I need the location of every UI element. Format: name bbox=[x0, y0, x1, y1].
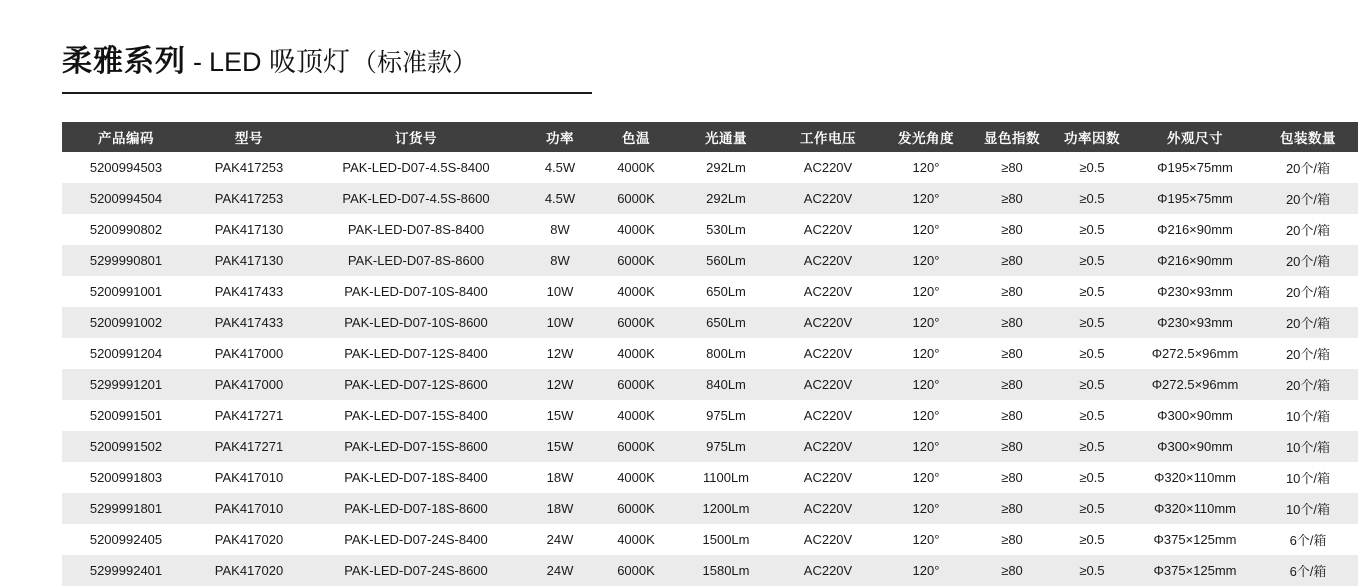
cell-beam-angle: 120° bbox=[880, 276, 972, 307]
cell-luminous-flux: 1200Lm bbox=[676, 493, 776, 524]
cell-product-code: 5200991002 bbox=[62, 307, 190, 338]
cell-color-temperature: 4000K bbox=[596, 152, 676, 183]
cell-voltage: AC220V bbox=[776, 431, 880, 462]
cell-power: 24W bbox=[524, 555, 596, 586]
table-row bbox=[62, 214, 1358, 245]
cell-dimensions: Φ375×125mm bbox=[1132, 524, 1258, 555]
cell-order-number: PAK-LED-D07-8S-8400 bbox=[308, 214, 524, 245]
page-title bbox=[62, 0, 1299, 100]
cell-model: PAK417433 bbox=[190, 307, 308, 338]
cell-cri: ≥80 bbox=[972, 338, 1052, 369]
cell-packaging: 10个/箱 bbox=[1258, 493, 1358, 524]
product-variant-note: （标准款） bbox=[352, 49, 478, 77]
cell-cri: ≥80 bbox=[972, 369, 1052, 400]
column-header-dimensions: 外观尺寸 bbox=[1132, 122, 1258, 152]
cell-dimensions: Φ300×90mm bbox=[1132, 431, 1258, 462]
cell-cri: ≥80 bbox=[972, 555, 1052, 586]
cell-product-code: 5299992401 bbox=[62, 555, 190, 586]
cell-dimensions: Φ272.5×96mm bbox=[1132, 338, 1258, 369]
table-row bbox=[62, 245, 1358, 276]
table-row bbox=[62, 307, 1358, 338]
cell-color-temperature: 6000K bbox=[596, 183, 676, 214]
column-header-product-code: 产品编码 bbox=[62, 122, 190, 152]
cell-color-temperature: 4000K bbox=[596, 524, 676, 555]
cell-voltage: AC220V bbox=[776, 183, 880, 214]
cell-dimensions: Φ216×90mm bbox=[1132, 214, 1258, 245]
table-header bbox=[62, 122, 1358, 152]
cell-cri: ≥80 bbox=[972, 183, 1052, 214]
cell-voltage: AC220V bbox=[776, 369, 880, 400]
cell-model: PAK417130 bbox=[190, 214, 308, 245]
column-header-beam-angle: 发光角度 bbox=[880, 122, 972, 152]
cell-power-factor: ≥0.5 bbox=[1052, 307, 1132, 338]
cell-order-number: PAK-LED-D07-18S-8400 bbox=[308, 462, 524, 493]
cell-packaging: 20个/箱 bbox=[1258, 369, 1358, 400]
cell-product-code: 5200991001 bbox=[62, 276, 190, 307]
cell-cri: ≥80 bbox=[972, 431, 1052, 462]
cell-order-number: PAK-LED-D07-12S-8400 bbox=[308, 338, 524, 369]
cell-voltage: AC220V bbox=[776, 524, 880, 555]
cell-product-code: 5200991204 bbox=[62, 338, 190, 369]
cell-power-factor: ≥0.5 bbox=[1052, 555, 1132, 586]
cell-beam-angle: 120° bbox=[880, 524, 972, 555]
cell-beam-angle: 120° bbox=[880, 462, 972, 493]
cell-product-code: 5299990801 bbox=[62, 245, 190, 276]
cell-dimensions: Φ320×110mm bbox=[1132, 493, 1258, 524]
column-header-packaging: 包装数量 bbox=[1258, 122, 1358, 152]
cell-power-factor: ≥0.5 bbox=[1052, 369, 1132, 400]
cell-color-temperature: 4000K bbox=[596, 400, 676, 431]
cell-beam-angle: 120° bbox=[880, 214, 972, 245]
cell-luminous-flux: 650Lm bbox=[676, 307, 776, 338]
cell-model: PAK417271 bbox=[190, 400, 308, 431]
cell-beam-angle: 120° bbox=[880, 307, 972, 338]
cell-beam-angle: 120° bbox=[880, 555, 972, 586]
title-line bbox=[62, 36, 1299, 80]
cell-dimensions: Φ300×90mm bbox=[1132, 400, 1258, 431]
cell-power-factor: ≥0.5 bbox=[1052, 493, 1132, 524]
cell-power-factor: ≥0.5 bbox=[1052, 338, 1132, 369]
cell-product-code: 5200992405 bbox=[62, 524, 190, 555]
cell-voltage: AC220V bbox=[776, 338, 880, 369]
cell-model: PAK417000 bbox=[190, 369, 308, 400]
cell-packaging: 6个/箱 bbox=[1258, 555, 1358, 586]
cell-voltage: AC220V bbox=[776, 555, 880, 586]
cell-luminous-flux: 650Lm bbox=[676, 276, 776, 307]
cell-luminous-flux: 800Lm bbox=[676, 338, 776, 369]
cell-order-number: PAK-LED-D07-10S-8400 bbox=[308, 276, 524, 307]
cell-power-factor: ≥0.5 bbox=[1052, 431, 1132, 462]
cell-beam-angle: 120° bbox=[880, 183, 972, 214]
table-row bbox=[62, 431, 1358, 462]
cell-beam-angle: 120° bbox=[880, 493, 972, 524]
cell-product-code: 5299991801 bbox=[62, 493, 190, 524]
cell-power-factor: ≥0.5 bbox=[1052, 152, 1132, 183]
cell-power: 18W bbox=[524, 462, 596, 493]
cell-cri: ≥80 bbox=[972, 214, 1052, 245]
cell-product-code: 5200994503 bbox=[62, 152, 190, 183]
cell-luminous-flux: 530Lm bbox=[676, 214, 776, 245]
cell-product-code: 5299991201 bbox=[62, 369, 190, 400]
cell-product-code: 5200991501 bbox=[62, 400, 190, 431]
cell-beam-angle: 120° bbox=[880, 431, 972, 462]
table-row bbox=[62, 338, 1358, 369]
series-name: 柔雅系列 bbox=[62, 45, 186, 78]
cell-model: PAK417253 bbox=[190, 152, 308, 183]
cell-power-factor: ≥0.5 bbox=[1052, 524, 1132, 555]
cell-power: 10W bbox=[524, 276, 596, 307]
cell-power-factor: ≥0.5 bbox=[1052, 462, 1132, 493]
cell-order-number: PAK-LED-D07-15S-8400 bbox=[308, 400, 524, 431]
cell-color-temperature: 6000K bbox=[596, 369, 676, 400]
cell-beam-angle: 120° bbox=[880, 152, 972, 183]
cell-packaging: 20个/箱 bbox=[1258, 338, 1358, 369]
cell-model: PAK417433 bbox=[190, 276, 308, 307]
table-body bbox=[62, 152, 1358, 586]
cell-luminous-flux: 840Lm bbox=[676, 369, 776, 400]
column-header-order-number: 订货号 bbox=[308, 122, 524, 152]
cell-color-temperature: 4000K bbox=[596, 462, 676, 493]
cell-power-factor: ≥0.5 bbox=[1052, 214, 1132, 245]
cell-voltage: AC220V bbox=[776, 307, 880, 338]
cell-dimensions: Φ230×93mm bbox=[1132, 307, 1258, 338]
cell-voltage: AC220V bbox=[776, 214, 880, 245]
table-row bbox=[62, 493, 1358, 524]
cell-model: PAK417020 bbox=[190, 555, 308, 586]
cell-color-temperature: 6000K bbox=[596, 307, 676, 338]
cell-power: 10W bbox=[524, 307, 596, 338]
cell-power: 4.5W bbox=[524, 152, 596, 183]
cell-luminous-flux: 1100Lm bbox=[676, 462, 776, 493]
cell-color-temperature: 6000K bbox=[596, 493, 676, 524]
cell-power: 15W bbox=[524, 400, 596, 431]
cell-product-code: 5200994504 bbox=[62, 183, 190, 214]
cell-product-code: 5200990802 bbox=[62, 214, 190, 245]
cell-power: 18W bbox=[524, 493, 596, 524]
cell-luminous-flux: 560Lm bbox=[676, 245, 776, 276]
cell-power-factor: ≥0.5 bbox=[1052, 183, 1132, 214]
cell-luminous-flux: 975Lm bbox=[676, 431, 776, 462]
cell-packaging: 10个/箱 bbox=[1258, 431, 1358, 462]
cell-beam-angle: 120° bbox=[880, 400, 972, 431]
cell-voltage: AC220V bbox=[776, 400, 880, 431]
cell-power: 8W bbox=[524, 214, 596, 245]
cell-power: 4.5W bbox=[524, 183, 596, 214]
table-row bbox=[62, 276, 1358, 307]
cell-packaging: 20个/箱 bbox=[1258, 276, 1358, 307]
cell-order-number: PAK-LED-D07-10S-8600 bbox=[308, 307, 524, 338]
cell-cri: ≥80 bbox=[972, 524, 1052, 555]
specification-table bbox=[62, 122, 1358, 586]
cell-dimensions: Φ216×90mm bbox=[1132, 245, 1258, 276]
cell-order-number: PAK-LED-D07-18S-8600 bbox=[308, 493, 524, 524]
cell-color-temperature: 6000K bbox=[596, 431, 676, 462]
column-header-color-temperature: 色温 bbox=[596, 122, 676, 152]
product-type: LED 吸顶灯 bbox=[209, 47, 351, 77]
cell-cri: ≥80 bbox=[972, 276, 1052, 307]
cell-power: 12W bbox=[524, 338, 596, 369]
column-header-model: 型号 bbox=[190, 122, 308, 152]
cell-product-code: 5200991803 bbox=[62, 462, 190, 493]
cell-order-number: PAK-LED-D07-8S-8600 bbox=[308, 245, 524, 276]
cell-cri: ≥80 bbox=[972, 493, 1052, 524]
cell-order-number: PAK-LED-D07-4.5S-8400 bbox=[308, 152, 524, 183]
cell-model: PAK417010 bbox=[190, 462, 308, 493]
table-row bbox=[62, 524, 1358, 555]
cell-dimensions: Φ230×93mm bbox=[1132, 276, 1258, 307]
cell-cri: ≥80 bbox=[972, 307, 1052, 338]
cell-voltage: AC220V bbox=[776, 493, 880, 524]
cell-voltage: AC220V bbox=[776, 276, 880, 307]
cell-cri: ≥80 bbox=[972, 245, 1052, 276]
column-header-power: 功率 bbox=[524, 122, 596, 152]
cell-order-number: PAK-LED-D07-24S-8600 bbox=[308, 555, 524, 586]
cell-luminous-flux: 1580Lm bbox=[676, 555, 776, 586]
cell-beam-angle: 120° bbox=[880, 245, 972, 276]
cell-beam-angle: 120° bbox=[880, 369, 972, 400]
cell-dimensions: Φ320×110mm bbox=[1132, 462, 1258, 493]
table-row bbox=[62, 183, 1358, 214]
table-row bbox=[62, 152, 1358, 183]
cell-packaging: 20个/箱 bbox=[1258, 245, 1358, 276]
cell-model: PAK417000 bbox=[190, 338, 308, 369]
cell-packaging: 20个/箱 bbox=[1258, 152, 1358, 183]
cell-cri: ≥80 bbox=[972, 462, 1052, 493]
cell-cri: ≥80 bbox=[972, 152, 1052, 183]
table-row bbox=[62, 555, 1358, 586]
table-row bbox=[62, 462, 1358, 493]
cell-packaging: 10个/箱 bbox=[1258, 400, 1358, 431]
table-row bbox=[62, 400, 1358, 431]
table-row bbox=[62, 369, 1358, 400]
column-header-cri: 显色指数 bbox=[972, 122, 1052, 152]
cell-power: 15W bbox=[524, 431, 596, 462]
cell-model: PAK417253 bbox=[190, 183, 308, 214]
cell-packaging: 10个/箱 bbox=[1258, 462, 1358, 493]
cell-power-factor: ≥0.5 bbox=[1052, 276, 1132, 307]
cell-color-temperature: 4000K bbox=[596, 338, 676, 369]
cell-voltage: AC220V bbox=[776, 462, 880, 493]
cell-power-factor: ≥0.5 bbox=[1052, 245, 1132, 276]
cell-model: PAK417271 bbox=[190, 431, 308, 462]
cell-model: PAK417130 bbox=[190, 245, 308, 276]
cell-order-number: PAK-LED-D07-24S-8400 bbox=[308, 524, 524, 555]
cell-voltage: AC220V bbox=[776, 152, 880, 183]
cell-color-temperature: 4000K bbox=[596, 214, 676, 245]
cell-color-temperature: 4000K bbox=[596, 276, 676, 307]
title-underline bbox=[62, 92, 592, 94]
cell-model: PAK417010 bbox=[190, 493, 308, 524]
cell-luminous-flux: 292Lm bbox=[676, 152, 776, 183]
table-header-row bbox=[62, 122, 1358, 152]
cell-cri: ≥80 bbox=[972, 400, 1052, 431]
cell-power-factor: ≥0.5 bbox=[1052, 400, 1132, 431]
cell-luminous-flux: 975Lm bbox=[676, 400, 776, 431]
column-header-voltage: 工作电压 bbox=[776, 122, 880, 152]
cell-order-number: PAK-LED-D07-12S-8600 bbox=[308, 369, 524, 400]
cell-luminous-flux: 292Lm bbox=[676, 183, 776, 214]
cell-beam-angle: 120° bbox=[880, 338, 972, 369]
column-header-power-factor: 功率因数 bbox=[1052, 122, 1132, 152]
cell-luminous-flux: 1500Lm bbox=[676, 524, 776, 555]
cell-power: 8W bbox=[524, 245, 596, 276]
cell-color-temperature: 6000K bbox=[596, 245, 676, 276]
cell-order-number: PAK-LED-D07-4.5S-8600 bbox=[308, 183, 524, 214]
cell-packaging: 20个/箱 bbox=[1258, 214, 1358, 245]
cell-product-code: 5200991502 bbox=[62, 431, 190, 462]
cell-voltage: AC220V bbox=[776, 245, 880, 276]
cell-color-temperature: 6000K bbox=[596, 555, 676, 586]
cell-order-number: PAK-LED-D07-15S-8600 bbox=[308, 431, 524, 462]
cell-dimensions: Φ195×75mm bbox=[1132, 183, 1258, 214]
title-separator: - bbox=[193, 47, 202, 77]
cell-dimensions: Φ272.5×96mm bbox=[1132, 369, 1258, 400]
column-header-luminous-flux: 光通量 bbox=[676, 122, 776, 152]
cell-power: 12W bbox=[524, 369, 596, 400]
cell-power: 24W bbox=[524, 524, 596, 555]
cell-model: PAK417020 bbox=[190, 524, 308, 555]
cell-packaging: 20个/箱 bbox=[1258, 307, 1358, 338]
cell-dimensions: Φ375×125mm bbox=[1132, 555, 1258, 586]
cell-packaging: 20个/箱 bbox=[1258, 183, 1358, 214]
cell-packaging: 6个/箱 bbox=[1258, 524, 1358, 555]
cell-dimensions: Φ195×75mm bbox=[1132, 152, 1258, 183]
